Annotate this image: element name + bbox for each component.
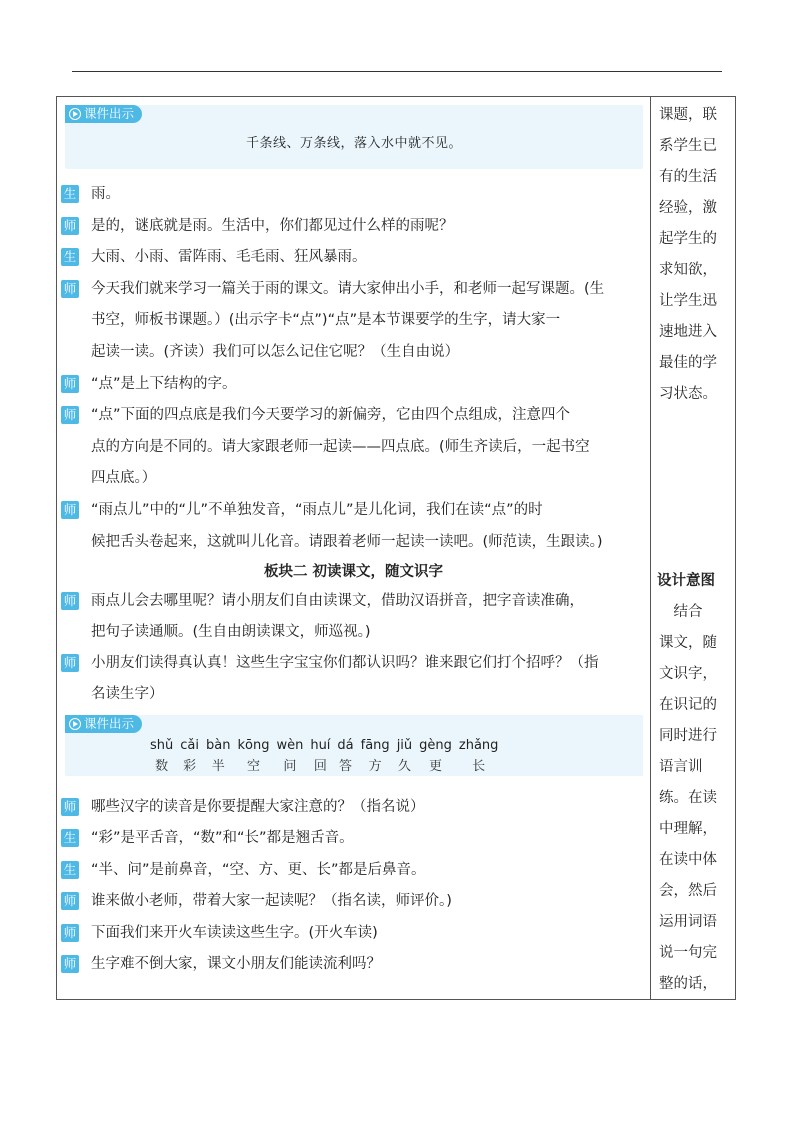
dialogue-line: 小朋友们读得真认真！这些生字宝宝你们都认识吗？谁来跟它们打个招呼？（指 [91, 655, 599, 671]
pinyin-text: gèng [419, 738, 452, 753]
side-note-line: 练。在读 [659, 790, 717, 806]
hanzi-text: 久 [397, 759, 411, 774]
pinyin-item [397, 738, 412, 774]
side-note-line: 在识记的 [659, 697, 717, 713]
side-note-line: 中理解， [659, 821, 717, 837]
speaker-badge: 师 [61, 924, 79, 942]
pinyin-item [276, 738, 303, 774]
dialogue-line: 谁来做小老师，带着大家一起读呢？（指名读，师评价。) [91, 893, 452, 910]
side-note-line: 起学生的 [659, 231, 717, 247]
speaker-badge: 师 [61, 217, 79, 235]
hanzi-text: 空 [246, 759, 260, 774]
speaker-badge: 师 [61, 280, 79, 298]
dialogue-line: 把句子读通顺。(生自由朗读课文，师巡视。) [91, 624, 371, 640]
dialogue-line: “雨点儿”中的“儿”不单独发音，“雨点儿”是儿化词，我们在读“点”的时 [91, 502, 543, 518]
side-note-line: 求知欲， [659, 262, 717, 278]
dialogue-line: 下面我们来开火车读读这些生字。(开火车读) [91, 924, 378, 941]
pinyin-item [459, 738, 499, 774]
speaker-badge: 生 [61, 248, 79, 266]
pinyin-text: bàn [206, 738, 231, 753]
side-note-line: 习状态。 [659, 386, 717, 402]
side-note-line: 最佳的学 [659, 355, 717, 371]
speaker-badge: 师 [61, 375, 79, 393]
pinyin-text: fāng [360, 738, 390, 753]
side-note-line: 有的生活 [659, 169, 717, 185]
dialogue-line: “半、问”是前鼻音，“空、方、更、长”都是后鼻音。 [91, 861, 426, 878]
dialogue-line: 四点底。） [91, 470, 157, 487]
pinyin-item [206, 738, 230, 774]
side-note-line: 系学生已 [659, 138, 717, 154]
lesson-table [56, 96, 736, 1000]
play-icon [69, 718, 81, 730]
hanzi-text: 更 [429, 759, 443, 774]
courseware-tag [65, 105, 142, 123]
dialogue-line: 生字难不倒大家，课文小朋友们能读流利吗？ [91, 956, 381, 972]
side-note-line: 同时进行 [659, 728, 717, 744]
pinyin-item [237, 738, 269, 774]
dialogue-line: 书空，师板书课题。）(出示字卡“点”)“点”是本节课要学的生字，请大家一 [91, 312, 561, 329]
dialogue-line: 是的，谜底就是雨。生活中，你们都见过什么样的雨呢？ [91, 217, 454, 234]
pinyin-text: dá [337, 738, 354, 753]
side-note-line: 说一句完 [659, 945, 717, 961]
header-rule [72, 71, 722, 72]
dialogue-line: 雨。 [91, 186, 120, 202]
dialogue-line: “彩”是平舌音，“数”和“长”都是翘舌音。 [91, 830, 354, 847]
side-note-line: 整的话， [659, 976, 717, 992]
side-note-line: 经验，激 [659, 200, 717, 216]
pinyin-row [150, 738, 505, 774]
hanzi-text: 回 [313, 759, 327, 774]
side-note-line: 课题，联 [659, 107, 717, 123]
hanzi-text: 长 [472, 759, 486, 774]
pinyin-text: huí [310, 738, 331, 753]
dialogue-line: 今天我们就来学习一篇关于雨的课文。请大家伸出小手，和老师一起写课题。(生 [91, 280, 605, 297]
riddle-text: 千条线、万条线，落入水中就不见。 [245, 136, 462, 151]
pinyin-item [419, 738, 452, 774]
pinyin-text: kōng [237, 738, 270, 753]
speaker-badge: 师 [61, 892, 79, 910]
courseware-tag-label: 课件出示 [84, 106, 135, 121]
dialogue-line: “点”是上下结构的字。 [91, 375, 237, 392]
pinyin-item [361, 738, 390, 774]
speaker-badge: 师 [61, 406, 79, 424]
dialogue-line: 哪些汉字的读音是你要提醒大家注意的？（指名说） [91, 799, 425, 815]
pinyin-text: cǎi [180, 738, 199, 753]
dialogue-line: 点的方向是不同的。请大家跟老师一起读——四点底。(师生齐读后，一起书空 [91, 438, 590, 455]
dialogue-line: 起读一读。(齐读）我们可以怎么记住它呢？（生自由说） [91, 344, 460, 360]
courseware-tag-label: 课件出示 [84, 716, 135, 731]
side-note-line: 结合 [659, 604, 703, 620]
hanzi-text: 方 [368, 759, 382, 774]
play-icon [69, 108, 81, 120]
hanzi-text: 彩 [183, 759, 197, 774]
courseware-box-1 [65, 105, 643, 169]
speaker-badge: 师 [61, 955, 79, 973]
pinyin-item [310, 738, 330, 774]
main-column [57, 97, 650, 999]
side-note-line: 语言训 [659, 759, 703, 775]
pinyin-item [337, 738, 353, 774]
side-note-line: 运用词语 [659, 914, 717, 930]
side-note-line: 文识字， [659, 666, 717, 682]
speaker-badge: 师 [61, 501, 79, 519]
speaker-badge: 生 [61, 829, 79, 847]
speaker-badge: 生 [61, 185, 79, 203]
pinyin-text: wèn [276, 738, 304, 753]
section-heading: 板块二 初读课文，随文识字 [263, 564, 444, 580]
courseware-tag [65, 715, 142, 733]
speaker-badge: 师 [61, 654, 79, 672]
pinyin-item [180, 738, 199, 774]
side-note-line: 会，然后 [659, 883, 717, 899]
pinyin-text: shǔ [150, 738, 174, 753]
design-intent-title: 设计意图 [657, 573, 715, 589]
dialogue-line: 雨点儿会去哪里呢？请小朋友们自由读课文，借助汉语拼音，把字音读准确， [91, 593, 584, 609]
hanzi-text: 问 [283, 759, 297, 774]
side-column [651, 97, 737, 999]
side-note-line: 课文，随 [659, 635, 717, 651]
dialogue-line: “点”下面的四点底是我们今天要学习的新偏旁，它由四个点组成，注意四个 [91, 407, 571, 424]
side-note-line: 速地进入 [659, 324, 717, 340]
speaker-badge: 师 [61, 592, 79, 610]
speaker-badge: 生 [61, 861, 79, 879]
courseware-box-2 [65, 715, 643, 776]
hanzi-text: 半 [211, 759, 225, 774]
hanzi-text: 答 [339, 759, 353, 774]
pinyin-text: jiǔ [396, 738, 413, 753]
side-note-line: 让学生迅 [659, 293, 717, 309]
side-note-line: 在读中体 [659, 852, 717, 868]
pinyin-text: zhǎng [458, 738, 499, 753]
speaker-badge: 师 [61, 798, 79, 816]
dialogue-line: 候把舌头卷起来，这就叫儿化音。请跟着老师一起读一读吧。(师范读，生跟读。) [91, 533, 603, 550]
dialogue-line: 名读生字） [91, 686, 164, 702]
pinyin-item [150, 738, 173, 774]
dialogue-line: 大雨、小雨、雷阵雨、毛毛雨、狂风暴雨。 [91, 249, 367, 266]
hanzi-text: 数 [155, 759, 169, 774]
